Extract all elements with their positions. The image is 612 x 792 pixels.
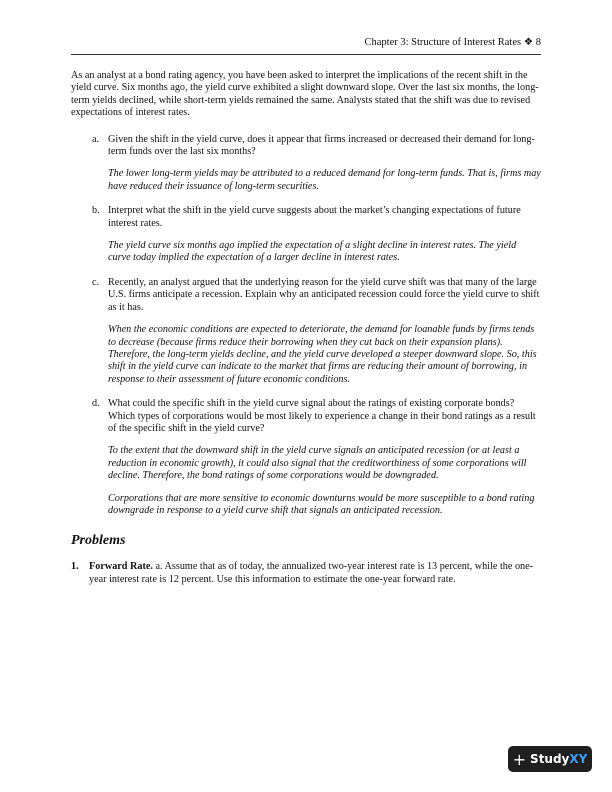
- problem-1: [71, 561, 541, 586]
- intro-paragraph: As an analyst at a bond rating agency, you have been asked to interpret the implications of the recent shift in the yield curve. Six months ago, the yield curve exhibited a slight downward slope. Over the last six months, the long-term yields declined, while short-term yields remained the same. Analysts stated that the shift was due to revised expectations of interest rates.: [71, 70, 539, 119]
- question-letter: b.: [92, 205, 100, 217]
- answer-text: Corporations that are more sensitive to economic downturns would be more susceptible to a bond rating downgrade in response to a yield curve shift that signals an anticipated recession.: [108, 492, 535, 516]
- page-header: Chapter 3: Structure of Interest Rates ❖ 8: [71, 36, 541, 55]
- problems-heading: Problems: [71, 533, 126, 549]
- question-a: [71, 134, 541, 194]
- answer-text: When the economic conditions are expected to deteriorate, the demand for loanable funds by firms tends to decrease (because firms reduce their borrowing when they cut back on their expansion plans). Therefore, the long-term yields decline, and the yield curve developed a steeper downward slope. So, this shift in the yield curve can indicate to the market that firms are reducing their amount of borrowing, in response to their assessment of future economic conditions.: [108, 324, 537, 385]
- brand-name: Study: [530, 752, 570, 766]
- question-c: [71, 277, 541, 386]
- answer-text: The yield curve six months ago implied the expectation of a slight decline in interest rates. The yield curve today implied the expectation of a larger decline in interest rates.: [108, 240, 517, 264]
- answer-text: The lower long-term yields may be attributed to a reduced demand for long-term funds. That is, firms may have reduced their issuance of long-term securities.: [108, 168, 541, 192]
- question-prompt: What could the specific shift in the yield curve signal about the ratings of existing corporate bonds? Which types of corporations would be most likely to experience a change in their bond ratings as a result of the specific shift in the yield curve?: [108, 398, 536, 434]
- problem-text: a. Assume that as of today, the annualized two-year interest rate is 13 percent, while the one-year interest rate is 12 percent. Use this information to estimate the one-year forward rate.: [89, 561, 534, 585]
- page-content: [71, 70, 541, 586]
- problem-title: Forward Rate.: [89, 561, 153, 573]
- answer-text: To the extent that the downward shift in the yield curve signals an anticipated recession (or at least a reduction in economic growth), it could also signal that the creditworthiness of some corporations will decline. Therefore, the bond ratings of some corporations would be downgraded.: [108, 445, 527, 482]
- question-b: [71, 205, 541, 265]
- question-prompt: Interpret what the shift in the yield curve suggests about the market’s changing expectations of future interest rates.: [108, 205, 521, 229]
- question-letter: c.: [92, 276, 100, 288]
- question-prompt: Recently, an analyst argued that the underlying reason for the yield curve shift was that many of the large U.S. firms anticipate a recession. Explain why an anticipated recession could force the yield curve to shift as it has.: [108, 276, 540, 313]
- plus-icon: +: [512, 749, 527, 769]
- question-letter: d.: [92, 398, 100, 410]
- studyxy-logo-badge[interactable]: [508, 746, 592, 772]
- question-d: [71, 398, 541, 517]
- question-prompt: Given the shift in the yield curve, does it appear that firms increased or decreased their demand for long-term funds over the last six months?: [108, 133, 535, 158]
- brand-accent: XY: [569, 752, 588, 766]
- question-letter: a.: [92, 133, 100, 145]
- problem-number: 1.: [71, 561, 79, 573]
